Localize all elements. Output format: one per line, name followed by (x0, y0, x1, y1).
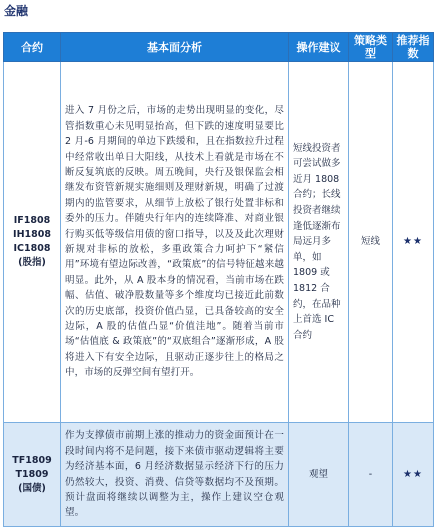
contract-code: T1809 (15, 468, 49, 480)
analysis-cell: 作为支撑债市前期上涨的推动力的资金面预计在一段时间内将不是问题，接下来债市驱动逻辑将主要为经济基本面，6 月经济数据显示经济下行的压力仍然较大，投资、消费、信贷等数据均不及预期。预计盘面将继续以调整为主，操作上建议空仓观望。 (61, 423, 289, 527)
contract-cell (4, 423, 61, 527)
contract-cell (4, 62, 61, 423)
analysis-cell: 进入 7 月份之后，市场的走势出现明显的变化，尽管指数重心未见明显抬高，但下跌的速度明显要比 2 月-6 月期间的单边下跌缓和，且在指数拉升过程中经常收出单日大阳线，从技术上看就是市场在不断反复筑底的反映。周五晚间，央行及银保监会相继发布资管新规实施细则及理财新规，明确了过渡期内的监管要求，从细节上放松了银行处置非标和委外的压力。伴随央行年内的连续降准、对商业银行购买低等级信用债的窗口指导，以及及此次理财新规对非标的放松，多重政策合力呵护下“紧信用”环境有望边际改善，“政策底”的信号特征越来越明显。此外，从 A 股本身的情况看，当前市场在跌幅、估值、破净股数量等多个维度均已接近此前数次的历史底部，投资价值凸显，已具备较高的安全边际，A 股的估值凸显“价值洼地”。随着当前市场“估值底 & 政策底”的“双底组合”逐渐形成，A 股将进入下有安全边际，且驱动正逐步往上的格局之中，市场的反弹空间有望打开。 (61, 62, 289, 423)
header-advice: 操作建议 (289, 33, 349, 62)
header-rating: 推荐指数 (393, 33, 434, 62)
strategy-type-cell: - (349, 423, 393, 527)
futures-strategy-table (3, 32, 434, 527)
rating-stars: ★★ (393, 423, 434, 527)
contract-category: (国债) (18, 482, 46, 494)
header-analysis: 基本面分析 (61, 33, 289, 62)
contract-category: (股指) (18, 257, 46, 268)
contract-code: IH1808 (13, 229, 51, 240)
section-title: 金融 (4, 4, 29, 18)
header-strategy-type: 策略类型 (349, 33, 393, 62)
table-header-row (4, 33, 434, 62)
rating-stars: ★★ (393, 62, 434, 423)
header-contract: 合约 (4, 33, 61, 62)
advice-cell: 观望 (289, 423, 349, 527)
strategy-type-cell: 短线 (349, 62, 393, 423)
advice-cell: 短线投资者可尝试做多近月 1808 合约；长线投资者继续逢低逐渐布局远月多单，如 1809 或 1812 合约，在品种上首选 IC 合约 (289, 62, 349, 423)
table-row (4, 62, 434, 423)
table-row (4, 423, 434, 527)
contract-code: TF1809 (12, 454, 52, 466)
contract-code: IF1808 (13, 215, 51, 226)
contract-code: IC1808 (13, 243, 51, 254)
